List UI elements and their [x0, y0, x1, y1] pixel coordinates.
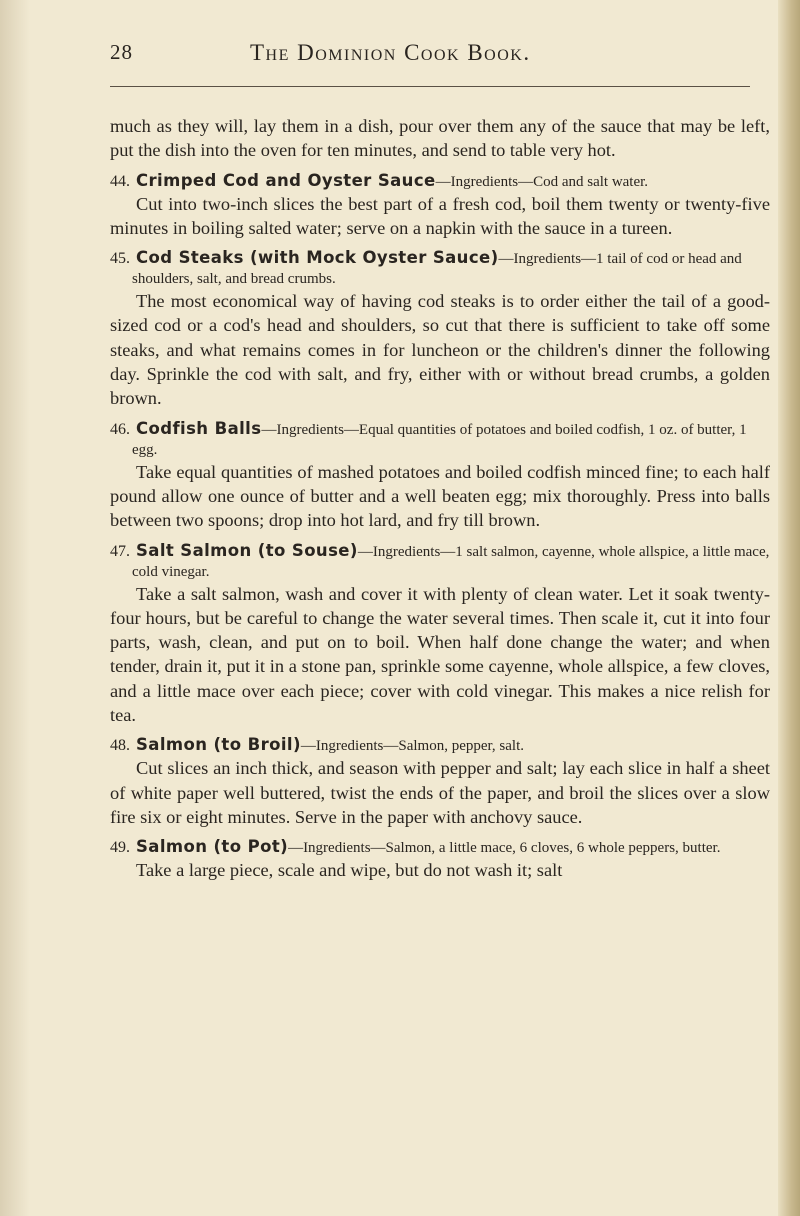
recipe-title: Codfish Balls — [136, 418, 262, 438]
recipe-heading — [110, 541, 770, 582]
recipe-number: 46. — [110, 420, 130, 438]
recipe-number: 45. — [110, 250, 130, 268]
recipe-ingredients: —Ingredients—Salmon, a little mace, 6 cloves, 6 whole peppers, butter. — [288, 840, 721, 857]
recipe-number: 49. — [110, 839, 130, 857]
recipe-ingredients: —Ingredients—1 salt salmon, cayenne, whole allspice, a little mace, cold vinegar. — [132, 543, 770, 580]
recipe-48 — [110, 735, 770, 829]
page-edge — [778, 0, 800, 1216]
recipe-ingredients: —Ingredients—1 tail of cod or head and shoulders, salt, and bread crumbs. — [132, 251, 742, 288]
recipe-title: Cod Steaks (with Mock Oyster Sauce) — [136, 248, 499, 268]
recipe-ingredients: —Ingredients—Salmon, pepper, salt. — [300, 738, 525, 755]
recipe-heading — [110, 837, 770, 858]
recipe-text: Take equal quantities of mashed potatoes and boiled codfish minced fine; to each half pound allow one ounce of butter and a well beaten egg; mix thoroughly. Press into balls between two spoons; drop into hot lard, and fry till brown. — [110, 461, 770, 531]
recipe-text: Cut slices an inch thick, and season with pepper and salt; lay each slice in half a sheet of white paper well buttered, twist the ends of the paper, and broil the slices over a slow fire six or eight minutes. Serve in the paper with anchovy sauce. — [110, 758, 770, 827]
recipe-title: Salmon (to Pot) — [136, 837, 289, 857]
recipe-title: Salt Salmon (to Souse) — [136, 540, 358, 560]
page-body — [110, 114, 770, 887]
recipe-49 — [110, 837, 770, 882]
recipe-number: 48. — [110, 737, 130, 755]
recipe-number: 44. — [110, 172, 130, 190]
recipe-heading — [110, 248, 770, 289]
header-rule — [110, 86, 750, 87]
recipe-heading — [110, 735, 770, 756]
recipe-heading — [110, 171, 770, 192]
recipe-44 — [110, 171, 770, 241]
page-gutter-shadow — [0, 0, 30, 1216]
recipe-text: Take a large piece, scale and wipe, but do not wash it; salt — [136, 860, 563, 881]
running-title: The Dominion Cook Book. — [250, 40, 531, 65]
recipe-text: Take a salt salmon, wash and cover it with plenty of clean water. Let it soak twenty-four hours, but be careful to change the water several times. Then scale it, cut it into four parts, wash, clean, and put on to boil. When half done change the water; and when tender, drain it, put it in a stone pan, sprinkle some cayenne, whole allspice, a few cloves, and a little mace over each piece; cover with cold vinegar. This makes a nice relish for tea. — [110, 583, 770, 726]
recipe-title: Salmon (to Broil) — [136, 735, 301, 755]
page-header — [110, 40, 750, 80]
recipe-ingredients: —Ingredients—Cod and salt water. — [435, 173, 649, 190]
recipe-47 — [110, 541, 770, 728]
recipe-46 — [110, 419, 770, 533]
recipe-45 — [110, 248, 770, 410]
recipe-text: The most economical way of having cod steaks is to order either the tail of a good-sized cod or a cod's head and shoulders, so cut that there is sufficient to take off some steaks, and what remains comes in for luncheon or the children's dinner the following day. Sprinkle the cod with salt, and fry, either with or without bread crumbs, a golden brown. — [110, 291, 770, 409]
recipe-text: Cut into two-inch slices the best part of a fresh cod, boil them twenty or twenty-five minutes in boiling salted water; serve on a napkin with the sauce in a tureen. — [110, 193, 770, 238]
page-number: 28 — [110, 40, 133, 64]
recipe-ingredients: —Ingredients—Equal quantities of potatoes and boiled codfish, 1 oz. of butter, 1 egg. — [132, 421, 747, 458]
recipe-number: 47. — [110, 542, 130, 560]
intro-paragraph: much as they will, lay them in a dish, pour over them any of the sauce that may be left, put the dish into the oven for ten minutes, and send to table very hot. — [110, 116, 770, 161]
recipe-title: Crimped Cod and Oyster Sauce — [136, 170, 436, 190]
recipe-heading — [110, 419, 770, 460]
